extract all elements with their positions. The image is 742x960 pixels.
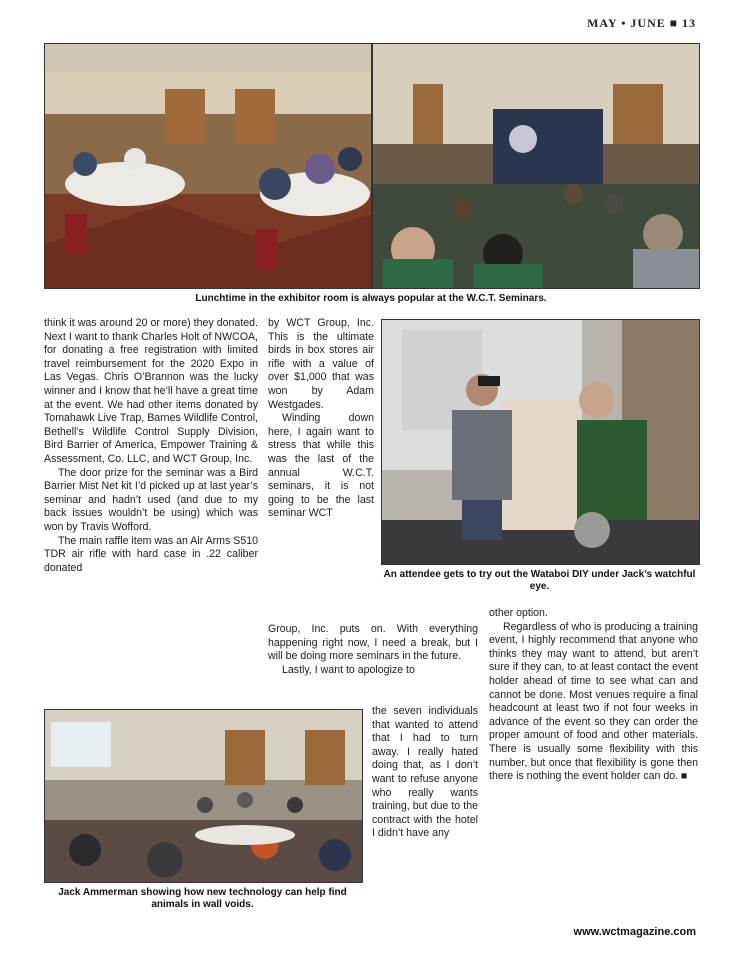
paragraph: The door prize for the seminar was a Bird Barrier Mist Net kit I’d picked up at last year’s seminar and hadn’t used (and due to my back issues wouldn’t be using) which was won by Travis Wofford. (44, 466, 258, 533)
caption-lunchroom: Lunchtime in the exhibitor room is always popular at the W.C.T. Seminars. (195, 293, 547, 304)
photo-lunchroom-left (44, 43, 372, 289)
paragraph: Regardless of who is producing a training event, I highly recommend that anyone who thinks they may want to attend, but aren’t sure if they can, to at least contact the event holder ahead of time to see what can and cannot be done. Most venues require a final headcount at least two if not four weeks in advance of the event so they can order the proper amount of food and other materials. There is usually some flexibility with this number, but once that flexibility is gone then there is nothing the event holder can do. ■ (489, 620, 698, 783)
photo-seminar-audience (44, 709, 363, 883)
paragraph: think it was around 20 or more) they donated. Next I want to thank Charles Holt of NWCOA, for donating a free registration with limited travel reimbursement for the 2020 Expo in Las Vegas. Chris O’Brannon was the lucky winner and I know that he’ll have a great time at the event. We had other items donated by Tomahawk Live Trap, Barnes Wildlife Control, Bethell’s Wildlife Control Supply Division, Bird Barrier of America, Empower Training & Assessment, Co. LLC, and WCT Group, Inc. (44, 317, 258, 465)
footer-url[interactable]: www.wctmagazine.com (573, 926, 696, 938)
caption-seminar-audience: Jack Ammerman showing how new technology can help find animals in wall voids. (58, 887, 347, 910)
article-column-2-continued (268, 623, 478, 677)
paragraph: the seven individuals that wanted to attend that I had to turn away. I really hated doing that, as I don’t want to refuse anyone who really wants training, but due to the contract with the hotel I didn’t have any (372, 705, 478, 840)
issue-header: MAY • JUNE ■ 13 (587, 16, 696, 30)
caption-attendee-demo: An attendee gets to try out the Wataboi DIY under Jack’s watchful eye. (383, 569, 696, 592)
article-column-2 (268, 317, 374, 521)
paragraph: Group, Inc. puts on. With everything happening right now, I need a break, but I will be doing more seminars in the future. (268, 623, 478, 663)
paragraph: Lastly, I want to apologize to (282, 663, 415, 676)
paragraph: by WCT Group, Inc. This is the ultimate birds in box stores air rifle with a value of over $1,000 that was won by Adam Westgades. (268, 317, 374, 411)
paragraph: Winding down here, I again want to stress that while this was the last of the annual W.C.T. seminars, it is not going to be the last seminar WCT (268, 412, 374, 520)
article-column-3 (489, 607, 698, 784)
article-column-1 (44, 317, 258, 575)
photo-lunchroom-right (372, 43, 700, 289)
photo-attendee-demo (381, 319, 700, 565)
paragraph: The main raffle item was an Air Arms S510 TDR air rifle with hard case in .22 caliber donated (44, 534, 258, 574)
article-column-2-narrow (372, 705, 478, 841)
paragraph: other option. (489, 607, 548, 619)
